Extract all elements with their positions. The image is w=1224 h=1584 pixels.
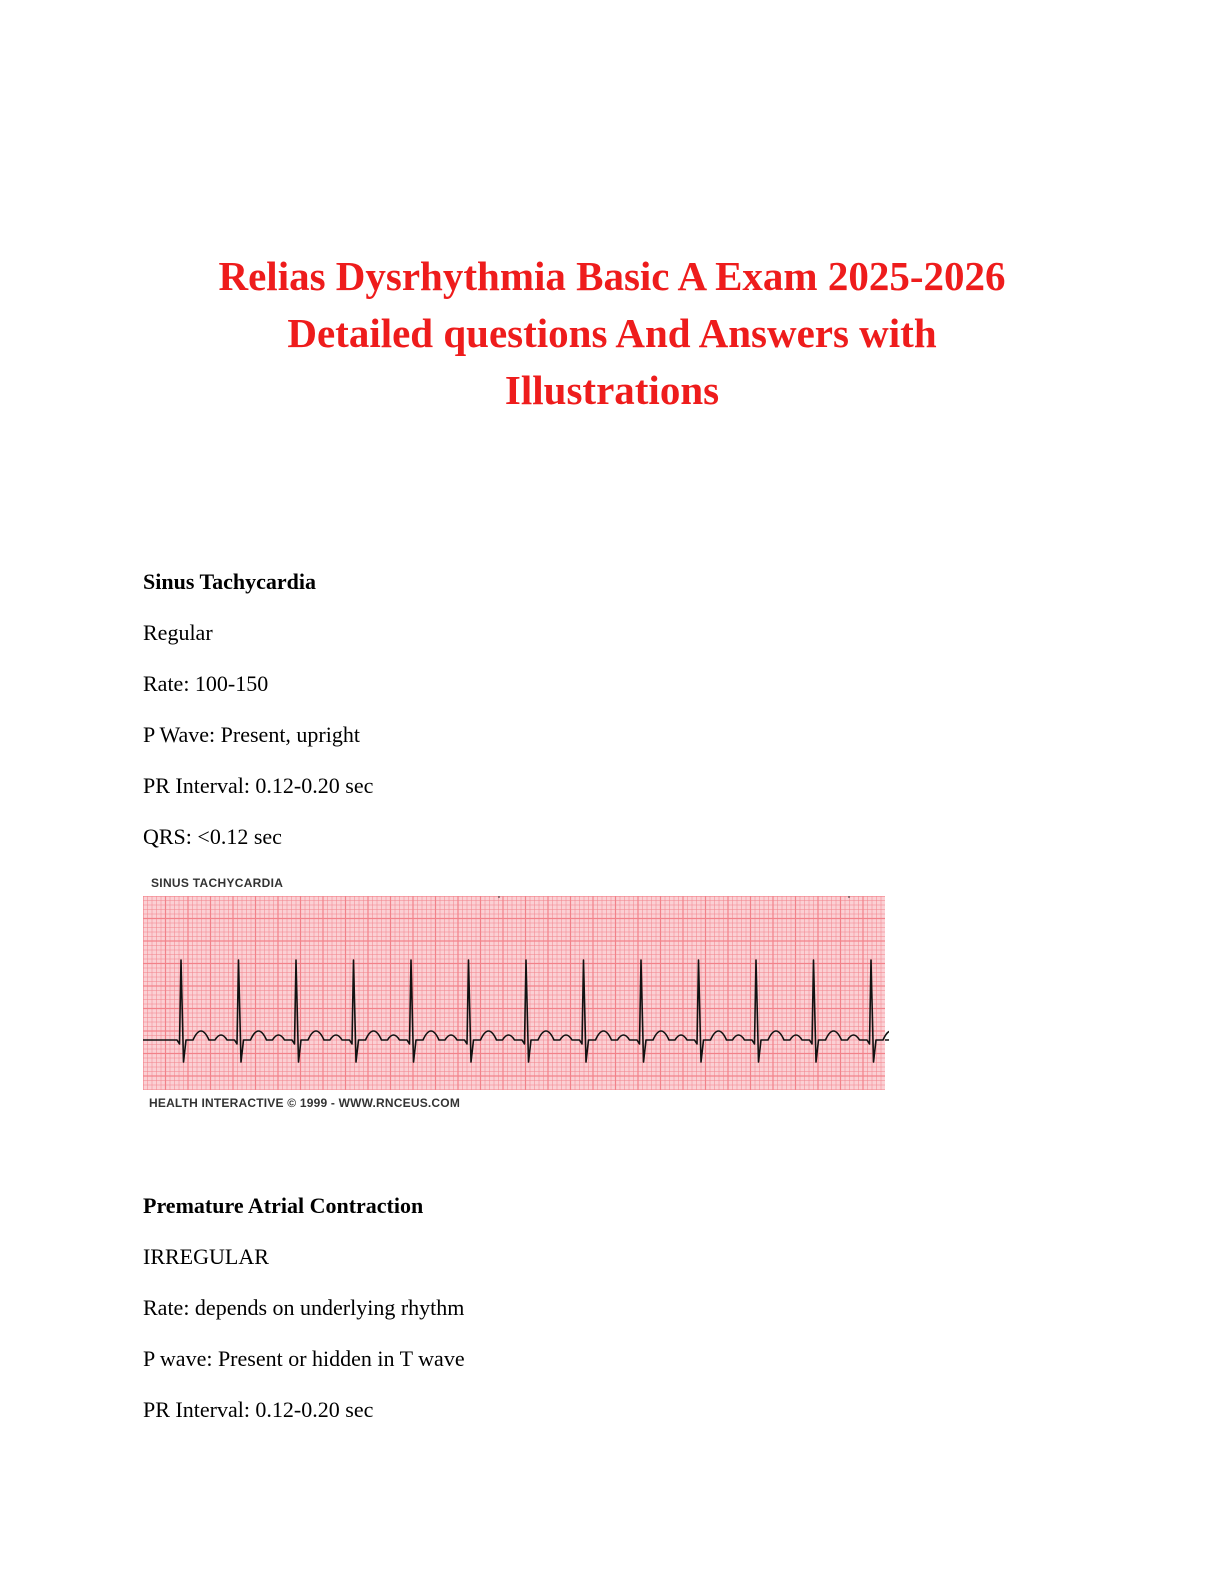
- title-line-1: Relias Dysrhythmia Basic A Exam 2025-2026: [218, 253, 1006, 299]
- text-line: QRS: <0.12 sec: [143, 824, 282, 849]
- text-line: P Wave: Present, upright: [143, 722, 360, 747]
- title-line-2: Detailed questions And Answers with: [287, 310, 937, 356]
- text-line: IRREGULAR: [143, 1244, 269, 1269]
- ecg-grid-background: [143, 896, 885, 1090]
- ecg-caption: SINUS TACHYCARDIA: [151, 876, 284, 890]
- ecg-strip-illustration: [143, 872, 889, 1114]
- title-line-3: Illustrations: [504, 367, 720, 413]
- text-line: P wave: Present or hidden in T wave: [143, 1346, 465, 1371]
- section-heading-sinus-tachycardia: Sinus Tachycardia: [143, 569, 317, 594]
- text-line: Regular: [143, 620, 213, 645]
- text-line: Rate: depends on underlying rhythm: [143, 1295, 465, 1320]
- text-line: PR Interval: 0.12-0.20 sec: [143, 773, 374, 798]
- text-line: PR Interval: 0.12-0.20 sec: [143, 1397, 374, 1422]
- ecg-footer: HEALTH INTERACTIVE © 1999 - WWW.RNCEUS.COM: [149, 1096, 461, 1110]
- ecg-strip: [143, 896, 889, 1092]
- document-title: [100, 248, 1124, 419]
- section-heading-premature-atrial-contraction: Premature Atrial Contraction: [143, 1193, 424, 1218]
- text-line: Rate: 100-150: [143, 671, 269, 696]
